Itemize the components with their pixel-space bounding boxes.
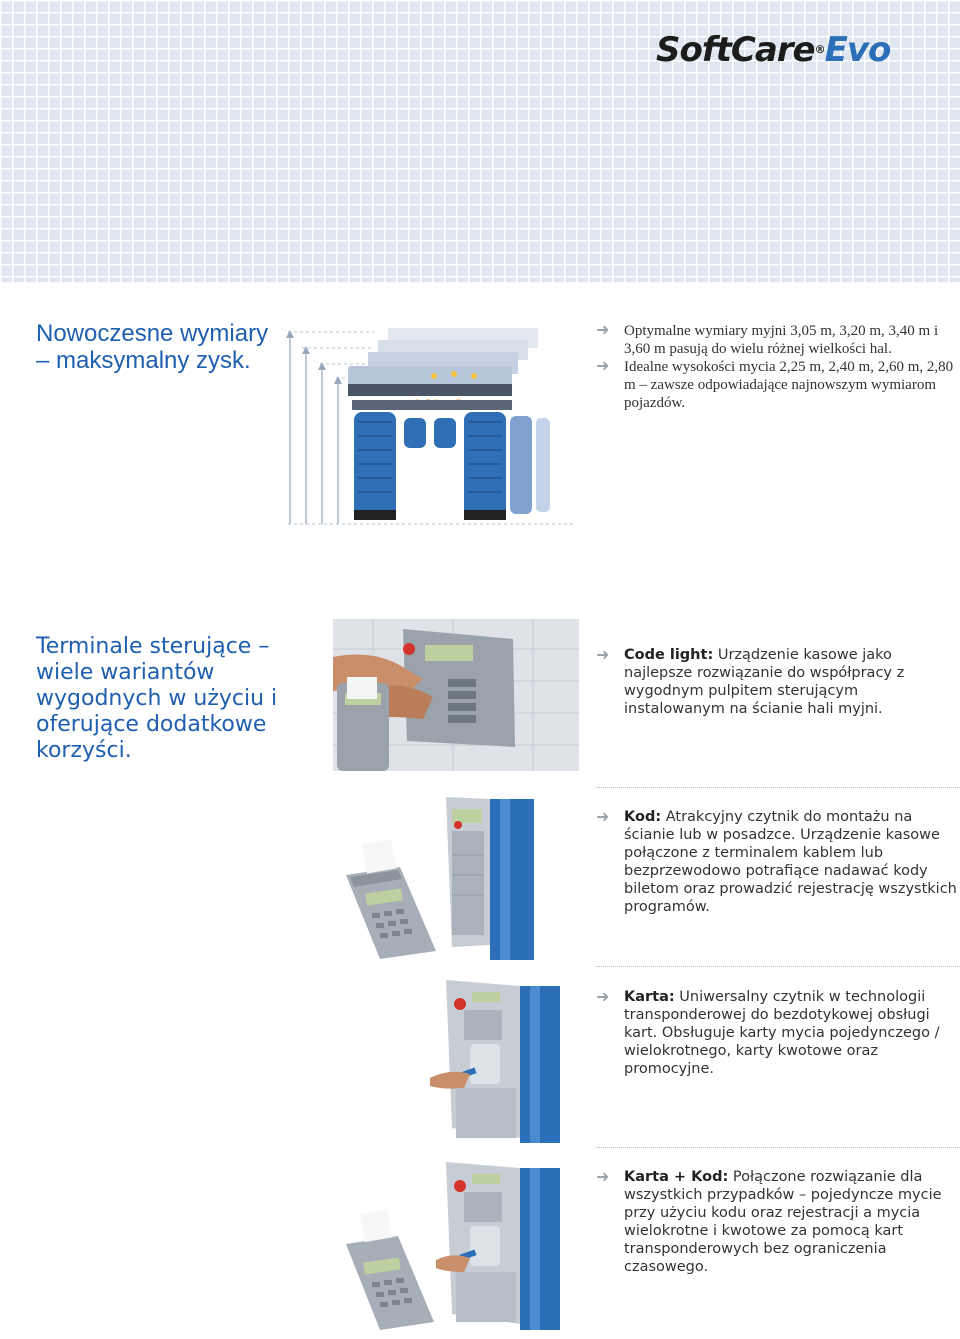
bullet-dimensions: ➜ Optymalne wymiary myjni 3,05 m, 3,20 m, 3,40 m i 3,60 m pasują do wielu różnej wielkości hal. [596, 322, 939, 357]
arrow-right-icon: ➜ [596, 645, 610, 664]
item-label: Code light: [624, 647, 714, 663]
arrow-right-icon: ➜ [596, 987, 610, 1006]
divider [596, 966, 960, 967]
car-wash-image [284, 326, 574, 526]
item-text: Połączone rozwiązanie dla wszystkich przypadków – pojedyncze mycie przy użyciu kodu oraz rejestracji a mycia wielokrotne i kwotowe za pomocą kart transponderowych bez ograniczenia czasowego. [624, 1169, 942, 1275]
code-terminal-image [340, 795, 570, 960]
softcare-evo-logo: SoftCare®Evo [656, 30, 891, 70]
item-text: Atrakcyjny czytnik do montażu na ścianie lub w posadzce. Urządzenie kasowe połączone z terminalem kablem lub bezprzewodowo potrafiące nadawać kody biletom oraz prowadzić rejestrację wszystkich programów. [624, 809, 957, 915]
arrow-right-icon: ➜ [596, 1167, 610, 1186]
item-label: Kod: [624, 809, 662, 825]
item-karta [596, 988, 960, 1078]
section-heading-dimensions: Nowoczesne wymiary – maksymalny zysk. [36, 320, 269, 374]
item-text: Uniwersalny czytnik w technologii transponderowej do bezdotykowej obsługi kart. Obsługuje karty mycia pojedynczego / wielokrotnego, karty kwotowe oraz promocyjne. [624, 989, 940, 1077]
arrow-right-icon: ➜ [596, 358, 610, 375]
item-kod [596, 808, 960, 916]
section-heading-terminals: Terminale sterujące – wiele wariantów wygodnych w użyciu i oferujące dodatkowe korzyści. [36, 634, 278, 763]
card-reader-kiosk-image [400, 978, 580, 1143]
bullet-heights: ➜ Idealne wysokości mycia 2,25 m, 2,40 m, 2,60 m, 2,80 m – zawsze odpowiadające najnowszym wymiarom pojazdów. [596, 358, 954, 411]
card-and-code-image [340, 1160, 580, 1330]
divider [596, 1147, 960, 1148]
item-label: Karta + Kod: [624, 1169, 729, 1185]
divider [596, 787, 960, 788]
item-code-light [596, 646, 960, 718]
item-text: Urządzenie kasowe jako najlepsze rozwiązanie do współpracy z wygodnym pulpitem sterującym instalowanym na ścianie hali myjni. [624, 647, 905, 717]
arrow-right-icon: ➜ [596, 322, 610, 339]
item-karta-kod [596, 1168, 960, 1276]
item-label: Karta: [624, 989, 675, 1005]
wall-terminal-photo [333, 619, 579, 771]
arrow-right-icon: ➜ [596, 807, 610, 826]
